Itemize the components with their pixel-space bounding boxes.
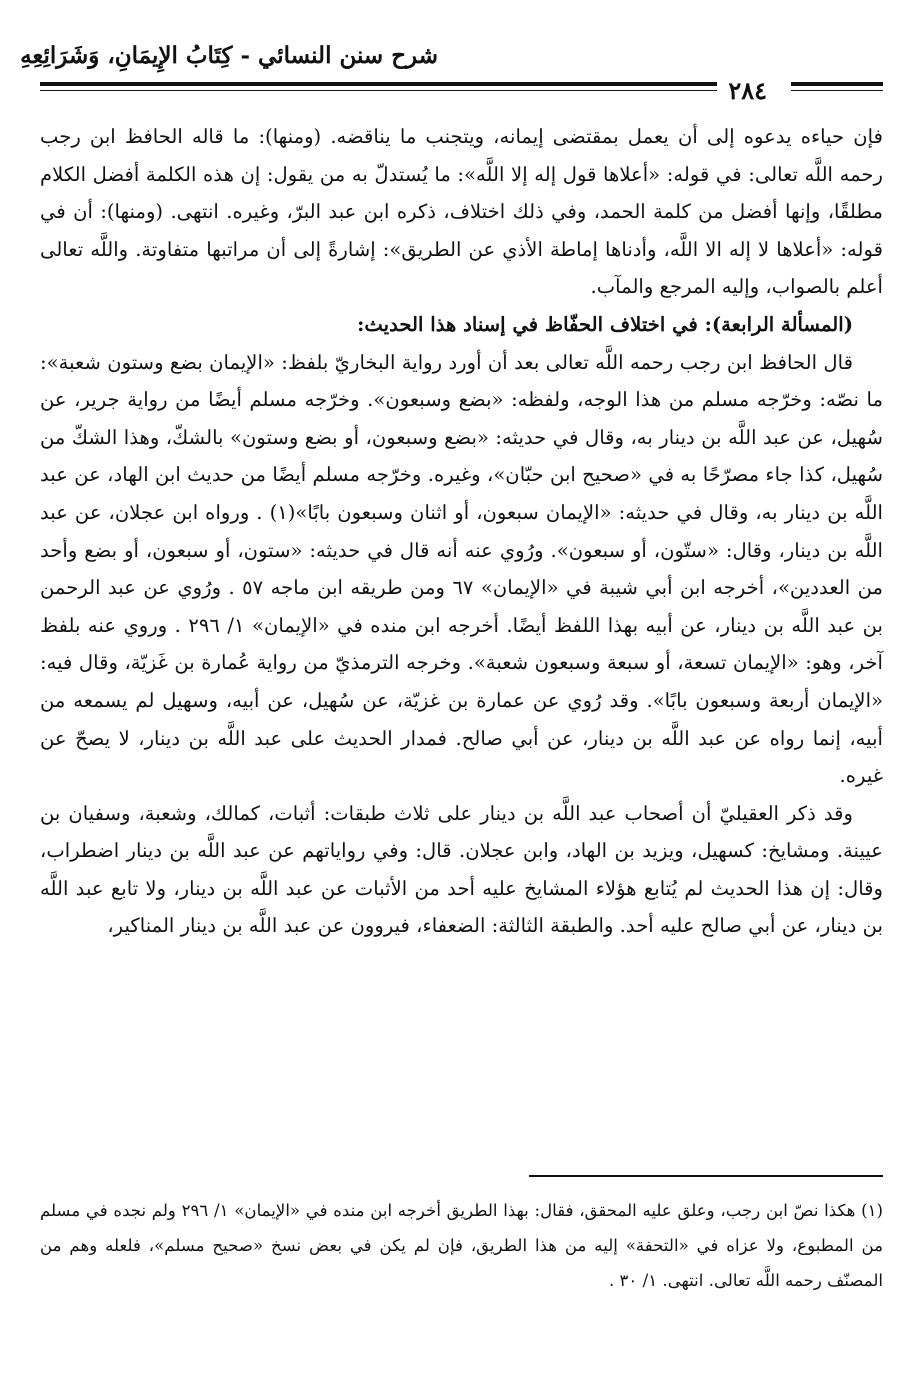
page-header — [20, 38, 883, 108]
paragraph: قال الحافظ ابن رجب رحمه اللَّه تعالى بعد أن أورد رواية البخاريّ بلفظ: «الإيمان بضع وستون شعبة»: ما نصّه: وخرّجه مسلم من هذا الوجه، ولفظه: «بضع وسبعون». وخرّجه مسلم أيضًا من رواية جرير، عن سُهيل، عن عبد اللَّه بن دينار به، وقال في حديثه: «بضع وسبعون، أو بضع وستون» بالشكّ، وهذا الشكّ من سُهيل، كذا جاء مصرّحًا به في «صحيح ابن حبّان»، وغيره. وخرّجه مسلم أيضًا من حديث ابن الهاد، عن عبد اللَّه بن دينار به، وقال في حديثه: «الإيمان سبعون، أو اثنان وسبعون بابًا»(١) . ورواه ابن عجلان، عن عبد اللَّه بن دينار، وقال: «ستّون، أو سبعون». ورُوي عنه أنه قال في حديثه: «ستون، أو سبعون، أو بضع وأحد من العددين»، أخرجه ابن أبي شيبة في «الإيمان» ٦٧ ومن طريقه ابن ماجه ٥٧ . ورُوي عن عبد الرحمن بن عبد اللَّه بن دينار، عن أبيه بهذا اللفظ أيضًا. أخرجه ابن منده في «الإيمان» ١/ ٢٩٦ . وروي عنه بلفظ آخر، وهو: «الإيمان تسعة، أو سبعة وسبعون شعبة». وخرجه الترمذيّ من رواية عُمارة بن غَزيّة، وقال فيه: «الإيمان أربعة وسبعون بابًا». وقد رُوي عن عمارة بن غزيّة، عن سُهيل، عن أبيه، وسهيل لم يسمعه من أبيه، إنما رواه عن عبد اللَّه بن دينار، عن أبي صالح. فمدار الحديث على عبد اللَّه بن دينار، لا يصحّ عن غيره. — [40, 350, 884, 788]
footnote: (١) هكذا نصّ ابن رجب، وعلق عليه المحقق، فقال: بهذا الطريق أخرجه ابن منده في «الإيمان» ١/ ٢٩٦ ولم نجده في مسلم من المطبوع، ولا عزاه في «التحفة» إليه من هذا الطريق، فإن لم يكن في بعض نسخ «صحيح مسلم»، فلعله وهم من المصنّف رحمه اللَّه تعالى. انتهى. ١/ ٣٠ . — [40, 1201, 883, 1290]
header-rule — [40, 82, 717, 86]
header-rule-thin — [40, 90, 717, 91]
paragraph: فإن حياءه يدعوه إلى أن يعمل بمقتضى إيمانه، ويتجنب ما يناقضه. (ومنها): ما قاله الحافظ ابن رجب رحمه اللَّه تعالى: في قوله: «أعلاها قول إله إلا اللَّه»: ما يُستدلّ به من يقول: إن هذه الكلمة أفضل الكلام مطلقًا، وإنها أفضل من كلمة الحمد، وفي ذلك اختلاف، ذكره ابن عبد البرّ، وغيره. انتهى. (ومنها): أن في قوله: «أعلاها لا إله الا اللَّه، وأدناها إماطة الأذي عن الطريق»: إشارةً إلى أن مراتبها متفاوتة. واللَّه تعالى أعلم بالصواب، وإليه المرجع والمآب. — [40, 125, 883, 299]
page-number: ٢٨٤ — [728, 76, 767, 105]
paragraph: وقد ذكر العقيليّ أن أصحاب عبد اللَّه بن دينار على ثلاث طبقات: أثبات، كمالك، وشعبة، وسفيان بن عيينة. ومشايخ: كسهيل، ويزيد بن الهاد، وابن عجلان. قال: وفي رواياتهم عن عبد اللَّه بن دينار اضطراب، وقال: إن هذا الحديث لم يُتابع هؤلاء المشايخ عليه أحد من الأثبات عن عبد اللَّه بن دينار، ولا تابع عبد اللَّه بن دينار، عن أبي صالح عليه أحد. والطبقة الثالثة: الضعفاء، فيروون عن عبد اللَّه بن دينار المناكير، — [40, 801, 883, 938]
header-rule-right-thin — [791, 90, 883, 91]
section-heading: (المسألة الرابعة): في اختلاف الحفّاظ في إسناد هذا الحديث: — [357, 312, 853, 336]
footnote-separator — [529, 1175, 883, 1177]
main-text — [40, 118, 883, 945]
header-rule-right — [791, 82, 883, 86]
running-title: شرح سنن النسائي - كِتَابُ الإِيمَانِ، وَشَرَائِعِهِ — [20, 42, 438, 69]
footnotes — [40, 1193, 883, 1298]
